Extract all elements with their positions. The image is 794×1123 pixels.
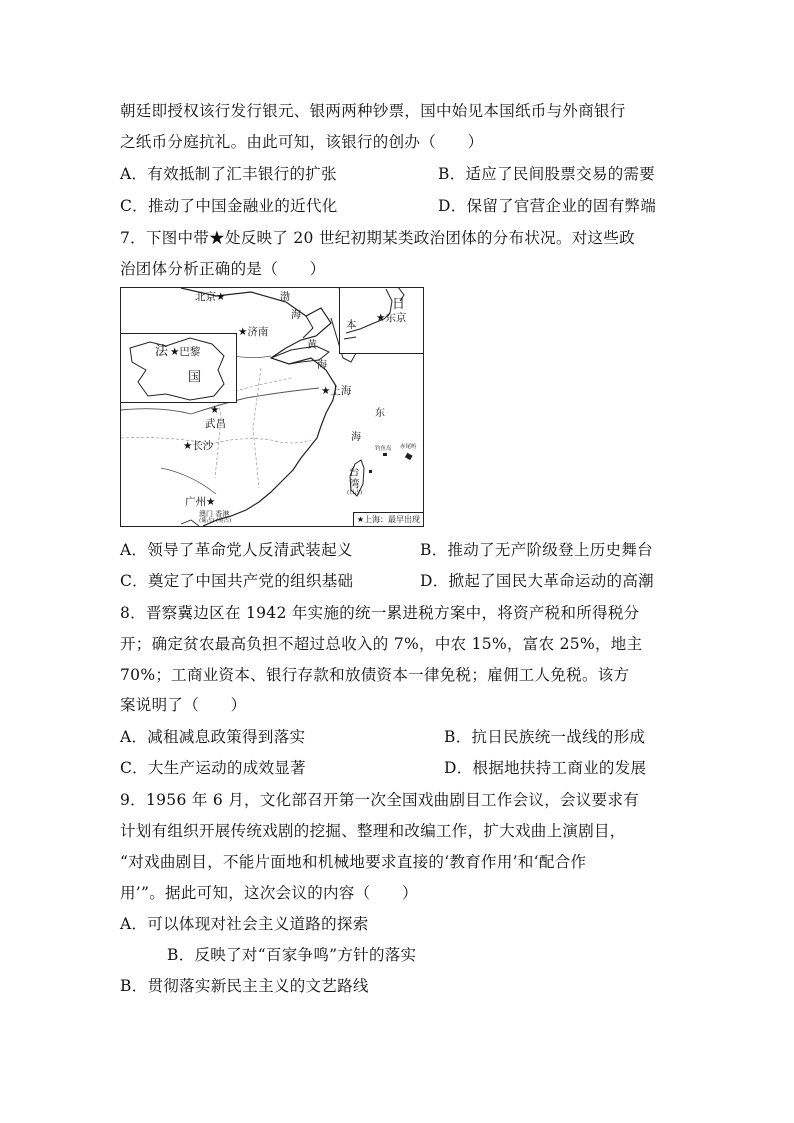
shanghai-label: ★上海 [321,385,352,397]
japan-label: 日 [392,297,406,312]
q9-stem-line-4: 用’”。据此可知，这次会议的内容（ ） [120,884,418,902]
bohai-sea-label-2: 海 [291,310,301,321]
q7-option-a: A．领导了革命党人反清武装起义 [120,541,353,559]
wuchang-label: 武昌 [205,418,226,430]
q8-stem-line-4: 案说明了（ ） [120,696,247,714]
q9-option-a: A．可以体现对社会主义道路的探索 [120,915,369,933]
france-inset [120,333,237,403]
map-legend: ★上海：最早出现 [353,512,423,526]
france-label: 法 [155,344,169,359]
taiwan-label-3: (日占) [347,490,363,496]
japan-label-2: 本 [346,319,357,331]
macao-hongkong-sublabel: (葡占) (英占) [199,518,232,524]
q7-option-b: B．推动了无产阶级登上历史舞台 [420,541,653,559]
q6-option-b: B．适应了民间股票交易的需要 [438,165,656,183]
q8-option-d: D．根据地扶持工商业的发展 [444,759,647,777]
q9-stem-line-3: “对戏曲剧目，不能片面地和机械地要求直接的‘教育作用’和‘配合作 [120,853,587,871]
q6-stem-line-2: 之纸币分庭抗礼。由此可知，该银行的创办（ ） [120,133,484,151]
q8-option-c: C．大生产运动的成效显著 [120,759,306,777]
taiwan-label-2: 湾 [349,478,360,490]
q9-stem-line-1: 9．1956 年 6 月，文化部召开第一次全国戏曲剧目工作会议，会议要求有 [120,791,640,809]
paris-label: ★巴黎 [170,346,201,358]
q8-option-b: B．抗日民族统一战线的形成 [444,728,646,746]
bohai-sea-label-1: 渤 [280,292,290,303]
france-label-2: 国 [188,370,202,385]
q7-option-d: D．掀起了国民大革命运动的高潮 [420,572,654,590]
q7-option-c: C．奠定了中国共产党的组织基础 [120,572,354,590]
q9-stem-line-2: 计划有组织开展传统戏剧的挖掘、整理和改编工作，扩大戏曲上演剧目， [120,822,626,840]
wuchang-star: ★ [210,404,220,416]
q8-stem-line-1: 8．晋察冀边区在 1942 年实施的统一累进税方案中，将资产税和所得税分 [120,604,640,622]
tokyo-label: ★东京 [376,312,407,324]
changsha-label: ★长沙 [183,440,214,452]
q6-stem-line-1: 朝廷即授权该行发行银元、银两两种钞票，国中始见本国纸币与外商银行 [120,102,626,120]
q9-option-b: B．反映了对“百家争鸣”方针的落实 [167,946,417,964]
q6-option-d: D．保留了官营企业的固有弊端 [438,197,657,215]
diaoyu-label: 钓鱼岛 [375,446,392,452]
q8-stem-line-3: 70%；工商业资本、银行存款和放债资本一律免税；雇佣工人免税。该方 [120,666,630,684]
jinan-label: ★济南 [238,326,269,338]
q6-option-a: A．有效抵制了汇丰银行的扩张 [120,165,337,183]
japan-inset [339,287,424,354]
q7-stem-line-1: 7．下图中带★处反映了 20 世纪初期某类政治团体的分布状况。对这些政 [120,229,635,247]
q9-option-b-2: B．贯彻落实新民主主义的文艺路线 [120,977,369,995]
taiwan-label-1: 台 [349,466,360,478]
q7-map [120,287,424,527]
q8-option-a: A．减租减息政策得到落实 [120,728,306,746]
chiwei-label: 赤尾屿 [400,444,417,450]
east-sea-label-1: 东 [375,408,385,419]
macao-hongkong-label: 澳门 香港 [199,510,230,518]
yellow-sea-label-1: 黄 [307,340,317,351]
q6-option-c: C．推动了中国金融业的近代化 [120,197,338,215]
east-sea-label-2: 海 [351,432,361,443]
beijing-label: 北京★ [195,291,226,303]
q8-stem-line-2: 开；确定贫农最高负担不超过总收入的 7%，中农 15%，富农 25%，地主 [120,635,643,653]
q7-stem-line-2: 治团体分析正确的是（ ） [120,260,326,278]
yellow-sea-label-2: 海 [317,360,327,371]
guangzhou-label: 广州★ [185,496,216,508]
